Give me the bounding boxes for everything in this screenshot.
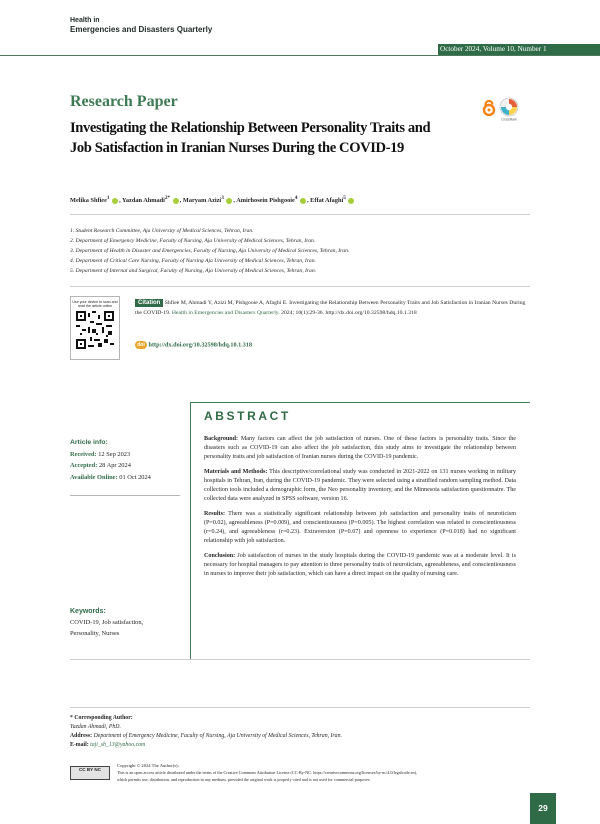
orcid-icon[interactable]	[173, 198, 179, 204]
orcid-icon[interactable]	[112, 198, 118, 204]
author-superscript: 1	[106, 195, 110, 201]
page-number: 29	[530, 793, 556, 824]
author-superscript: 5	[343, 195, 346, 201]
affiliations	[70, 226, 349, 276]
author-name[interactable]: Effat Afaghi	[310, 197, 344, 205]
received-label: Received:	[70, 450, 97, 458]
abstract-methods	[204, 468, 516, 504]
citation-rest: 2024; 10(1):29-36. http://dx.doi.org/10.32598/hdq.10.1.318	[281, 310, 417, 316]
author-name[interactable]: Maryam Azizi	[182, 197, 222, 205]
header-divider	[0, 55, 600, 56]
journal-brand-line1: Health in	[70, 17, 100, 24]
corresponding-address-row	[70, 732, 342, 741]
background-text: Many factors can affect the job satisfaction of nurses. One of these factors is personality traits. Since the disasters such as COVID-19 can also affect the job satisfaction, this study aims to investigate the relationship between personality traits and job satisfaction of Iranian nurses during the COVID-19 pandemic.	[204, 436, 516, 460]
keywords-heading: Keywords:	[70, 608, 106, 615]
doi-row	[135, 341, 252, 349]
journal-brand-line2: Emergencies and Disasters Quarterly	[70, 25, 213, 34]
abstract-top-border	[190, 402, 530, 403]
paper-title-line2: Job Satisfaction in Iranian Nurses During the COVID-19	[70, 140, 404, 156]
author-superscript: 4	[294, 195, 298, 201]
divider	[70, 707, 530, 708]
citation-label: Citation	[135, 299, 163, 307]
orcid-icon[interactable]	[300, 198, 306, 204]
received-row	[70, 449, 151, 461]
issue-banner: October 2024, Volume 10, Number 1	[438, 44, 600, 55]
citation-block	[135, 298, 531, 318]
divider	[70, 659, 530, 660]
license-text	[117, 762, 523, 784]
keywords	[70, 606, 143, 639]
corresponding-author	[70, 714, 342, 750]
accepted-date: 28 Apr 2024	[98, 462, 131, 469]
abstract-results	[204, 510, 516, 546]
cc-license-badge[interactable]: CC BY NC	[70, 766, 110, 780]
orcid-icon[interactable]	[348, 198, 354, 204]
online-row	[70, 472, 151, 484]
abstract-background	[204, 435, 516, 462]
corresponding-email-row	[70, 741, 342, 750]
affiliation-item: 3. Department of Health in Disaster and Emergencies, Faculty of Nursing, Aja University of Medical Sciences, Tehran, Iran.	[70, 248, 350, 254]
doi-link[interactable]: http://dx.doi.org/10.32598/hdq.10.1.318	[148, 341, 253, 349]
citation-journal-link[interactable]: Health in Emergencies and Disasters Quarterly.	[171, 310, 280, 316]
address-label: Address:	[70, 733, 93, 739]
affiliation-item: 2. Department of Emergency Medicine, Faculty of Nursing, Aja University of Medical Sciences, Tehran, Iran.	[70, 238, 316, 244]
qr-code-icon[interactable]	[76, 311, 114, 349]
results-text: There was a statistically significant relationship between job satisfaction and personality traits of neuroticism (P=0.02), agreeableness (P=0.009), and conscientiousness (P=0.005). The highest correlation was related to conscientiousness (r=0.24), and agreeableness (r=0.23). Extraversion (P=0.07) and openness to experience (P=0.018) had no significant relationship with job satisfaction.	[204, 511, 516, 544]
corresponding-name: Yazdan Ahmadi, PhD.	[70, 724, 121, 730]
divider	[70, 214, 530, 215]
affiliation-item: 1. Student Research Committee, Aja University of Medical Sciences, Tehran, Iran.	[70, 228, 254, 234]
author-name[interactable]: Amirhosein Pishgooie	[236, 197, 295, 205]
qr-caption: Use your device to scan and read the article online	[72, 300, 118, 308]
copyright-line: Copyright © 2024 The Author(s);	[117, 763, 179, 768]
svg-text:CrossMark: CrossMark	[501, 117, 517, 122]
methods-text: This descriptive/correlational study was conducted in 2021-2022 on 131 nurses working in military hospitals in Tehran, Iran, during the COVID-19 pandemic. They were selected using a stratified random sampling method. Data collection tools included a demographic form, the Neo personality inventory, and the Minnesota satisfaction questionnaire. The collected data were analyzed in SPSS software, version 16.	[204, 469, 516, 502]
conclusion-text: Job satisfaction of nurses in the study hospitals during the COVID-19 pandemic was at a moderate level. It is necessary for hospital managers to pay attention to three personality traits of neuroticism, agreeableness, and conscientiousness in nurses to improve their job satisfaction, which can have a direct impact on the quality of nursing care.	[204, 553, 516, 577]
divider	[70, 286, 530, 287]
keywords-line: COVID-19, Job satisfaction,	[70, 619, 144, 626]
email-link[interactable]: taji_sh_13@yahoo.com	[90, 742, 146, 748]
orcid-icon[interactable]	[226, 198, 232, 204]
conclusion-label: Conclusion:	[204, 553, 236, 559]
accepted-label: Accepted:	[70, 462, 98, 469]
abstract-conclusion	[204, 552, 516, 579]
author-superscript: 3	[221, 195, 224, 201]
abstract-left-border	[190, 402, 191, 660]
license-line: This is an open access article distributed under the terms of the Creative Commons Attribution License (CC-By-NC: https://creativecommons.org/licenses/by-nc/4.0/legalcode.en),	[117, 770, 418, 776]
affiliation-item: 5. Department of Internal and Surgical, Faculty of Nursing, Aja University of Medical Sciences, Tehran, Iran.	[70, 268, 317, 274]
doi-icon: doi	[135, 341, 147, 349]
license-line: which permits use, distribution, and reproduction in any medium, provided the original work is properly cited and is not used for commercial purposes.	[117, 777, 371, 783]
paper-type: Research Paper	[70, 93, 178, 110]
received-date: 12 Sep 2023	[98, 450, 131, 458]
corresponding-heading: * Corresponding Author:	[70, 715, 133, 721]
author-superscript: 2*	[164, 195, 171, 201]
author-name[interactable]: Melika Shfiee	[70, 197, 107, 205]
journal-brand	[70, 16, 212, 34]
qr-code-box[interactable]	[70, 296, 120, 360]
online-date: 01 Oct 2024	[119, 473, 151, 481]
accepted-row	[70, 460, 151, 472]
methods-label: Materials and Methods:	[204, 469, 268, 475]
paper-title	[70, 118, 470, 158]
address-text: Department of Emergency Medicine, Faculty of Nursing, Aja University of Medical Sciences, Tehran, Iran.	[93, 733, 342, 739]
abstract-body	[204, 435, 516, 585]
results-label: Results:	[204, 511, 225, 517]
online-label: Available Online:	[70, 473, 118, 481]
background-label: Background:	[204, 436, 239, 442]
citation-text: Shfiee M, Ahmadi Y, Azizi M, Pishgooie A, Afaghi E. Investigating the Relationship Between Personality Traits and Job Satisfaction in Iranian Nurses During the COVID-19.	[135, 300, 526, 316]
affiliation-item: 4. Department of Critical Care Nursing, Faculty of Nursing Aja University of Medical Sciences, Tehran, Iran.	[70, 258, 316, 264]
open-access-icon[interactable]	[481, 100, 497, 116]
paper-title-line1: Investigating the Relationship Between Personality Traits and	[70, 120, 431, 136]
article-info-heading: Article info:	[70, 439, 108, 446]
crossmark-icon[interactable]	[498, 97, 520, 123]
email-label: E-mail:	[70, 742, 89, 748]
keywords-line: Personality, Nurses	[70, 630, 120, 637]
divider	[70, 495, 180, 496]
article-info	[70, 437, 151, 483]
abstract-heading: ABSTRACT	[204, 409, 291, 423]
author-name[interactable]: Yazdan Ahmadi	[122, 197, 165, 205]
author-list: Melika Shfiee$^1$ , Yazdan Ahmadi$^{2*}$ , Maryam Azizi$^3$ , Amirhosein Pishgooie$^4$ , Effat Afaghi$^5$	[70, 195, 355, 204]
